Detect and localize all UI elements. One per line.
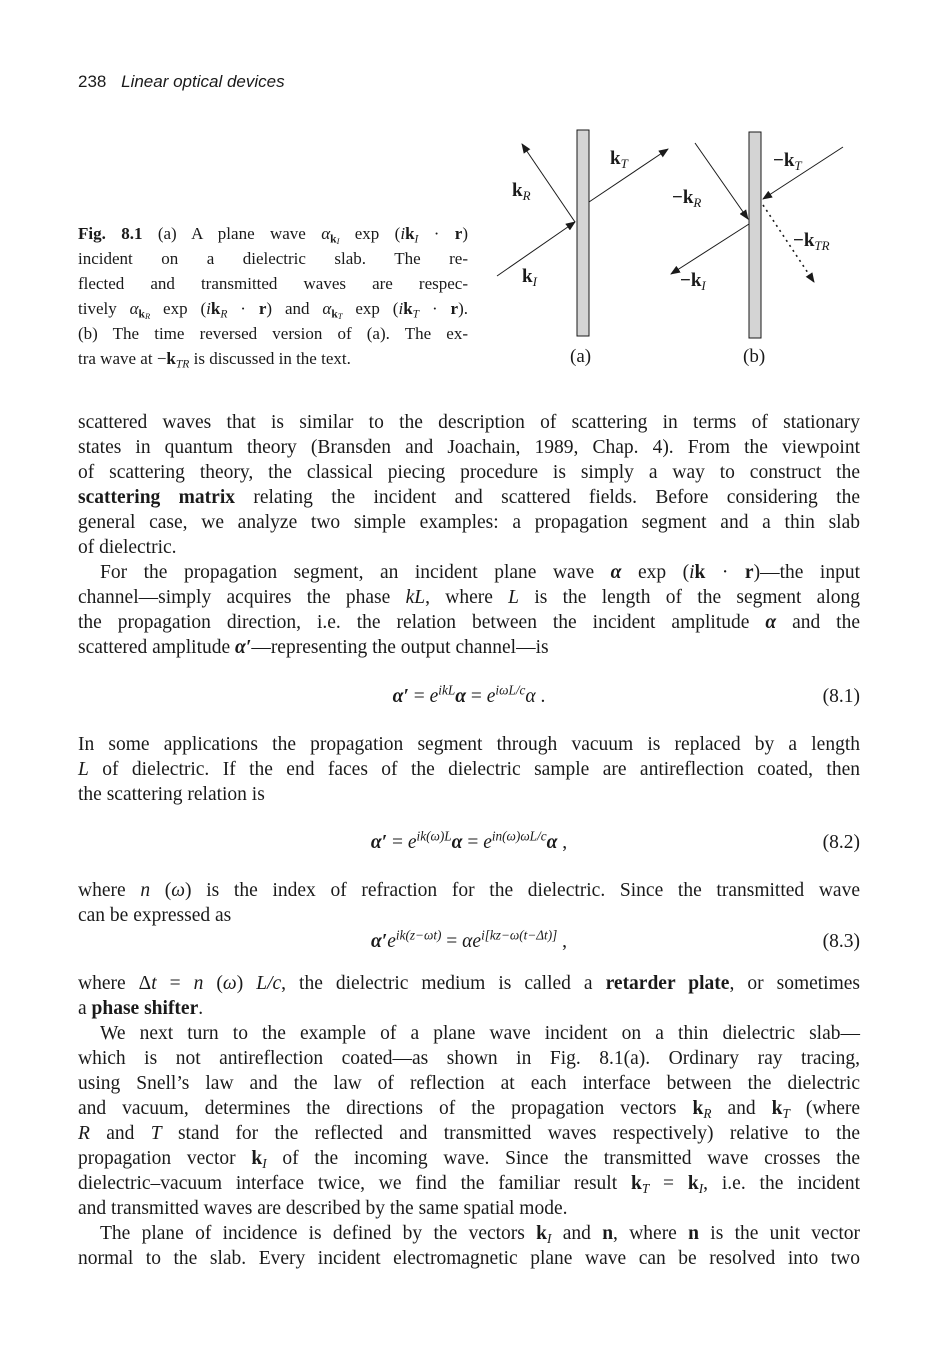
text-run: where bbox=[78, 880, 141, 901]
text-run: R bbox=[703, 1105, 712, 1121]
text-run: · bbox=[418, 224, 455, 243]
label-minus-kR: $-k_R$ bbox=[672, 187, 702, 210]
text-run: iωL/c bbox=[495, 682, 526, 698]
text-line bbox=[78, 757, 860, 782]
text-run: which is not antireflection coated—as shown in Fig. 8.1(a). Ordinary ray tracing, bbox=[78, 1048, 860, 1069]
text-run: L bbox=[508, 587, 520, 608]
text-run: . bbox=[535, 686, 546, 707]
text-run: in(ω)ωL/c bbox=[491, 828, 547, 844]
text-run: k bbox=[166, 349, 176, 368]
text-run: and vacuum, determines the directions of the propagation vectors bbox=[78, 1098, 693, 1119]
text-run: dielectric–vacuum interface twice, we find the familiar result bbox=[78, 1173, 631, 1194]
text-run: α′ bbox=[370, 832, 388, 853]
text-line bbox=[78, 535, 860, 560]
text-run: , or sometimes bbox=[729, 973, 861, 994]
text-run: where Δ bbox=[78, 973, 152, 994]
label-minus-kI: $-k_I$ bbox=[680, 270, 706, 293]
equation-body bbox=[370, 828, 568, 853]
text-run: t bbox=[151, 973, 157, 994]
text-run: α bbox=[451, 832, 463, 853]
text-run: The plane of incidence is defined by the vectors bbox=[100, 1223, 537, 1244]
text-run: In some applications the propagation segment through vacuum is replaced by a length bbox=[78, 734, 860, 755]
text-run: ( bbox=[150, 880, 172, 901]
label-kR: $k_R$ bbox=[512, 180, 531, 203]
text-run: · bbox=[705, 562, 745, 583]
text-run: T bbox=[782, 1105, 790, 1121]
text-run: is the length of the segment along bbox=[519, 587, 860, 608]
text-run: a bbox=[78, 998, 92, 1019]
text-run: · bbox=[419, 299, 451, 318]
text-run: and bbox=[711, 1098, 772, 1119]
arrow-kR bbox=[522, 144, 575, 222]
figure-8-1-diagram bbox=[0, 0, 939, 400]
text-run: n bbox=[602, 1223, 614, 1244]
text-run: r bbox=[454, 224, 463, 243]
text-run: , bbox=[557, 931, 568, 952]
text-line bbox=[78, 510, 860, 535]
text-line bbox=[78, 1146, 860, 1171]
text-run: ) is the index of refraction for the dielectric. Since the transmitted wave bbox=[185, 880, 860, 901]
text-line bbox=[78, 635, 860, 660]
text-line bbox=[78, 1021, 860, 1046]
text-run: k bbox=[771, 1098, 783, 1119]
text-run: the scattering relation is bbox=[78, 784, 265, 805]
text-run: = bbox=[462, 832, 484, 853]
text-run: i bbox=[398, 299, 404, 318]
text-run: i[kz−ω(t−Δt)] bbox=[481, 927, 558, 943]
text-line bbox=[78, 1071, 860, 1096]
body-text-4 bbox=[78, 971, 860, 1271]
text-run: ω bbox=[171, 880, 186, 901]
text-run: exp ( bbox=[621, 562, 690, 583]
equation-8-1 bbox=[78, 684, 860, 709]
text-run: scattered amplitude bbox=[78, 637, 236, 658]
text-run: ω bbox=[222, 973, 237, 994]
panel-b-label: (b) bbox=[743, 346, 766, 367]
text-line bbox=[78, 1171, 860, 1196]
text-run: r bbox=[258, 299, 267, 318]
text-run: kL bbox=[405, 587, 426, 608]
text-run: of the incoming wave. Since the transmitted wave crosses the bbox=[266, 1148, 860, 1169]
text-run: and bbox=[551, 1223, 603, 1244]
text-run: (a) A plane wave bbox=[142, 224, 322, 243]
body-text-2 bbox=[78, 732, 860, 807]
text-run: exp ( bbox=[339, 224, 401, 243]
text-run: α bbox=[129, 299, 139, 318]
arrow-kT bbox=[589, 149, 668, 202]
text-run: k bbox=[138, 307, 145, 321]
text-run: I bbox=[336, 236, 340, 247]
page-number: 238 bbox=[78, 72, 107, 91]
text-run: e bbox=[387, 931, 396, 952]
text-run: T bbox=[150, 1123, 162, 1144]
text-run: tively bbox=[78, 299, 130, 318]
text-run: of dielectric. If the end faces of the dielectric sample are antireflection coated, then bbox=[88, 759, 860, 780]
text-run: T bbox=[641, 1180, 650, 1196]
text-run: α′ bbox=[392, 686, 409, 707]
text-run: ). bbox=[458, 299, 468, 318]
text-run: L/c bbox=[256, 973, 282, 994]
text-line bbox=[78, 585, 860, 610]
text-run: flected and transmitted waves are respec- bbox=[78, 274, 468, 293]
text-run: retarder plate bbox=[605, 973, 730, 994]
arrow-kI bbox=[497, 222, 575, 276]
text-run: ) and bbox=[266, 299, 323, 318]
text-run: exp ( bbox=[342, 299, 399, 318]
text-run: k bbox=[692, 1098, 704, 1119]
text-line bbox=[78, 1196, 860, 1221]
text-run: α bbox=[765, 612, 777, 633]
text-run: = bbox=[649, 1173, 688, 1194]
text-run: e bbox=[429, 686, 439, 707]
label-minus-kTR: $-k_{TR}$ bbox=[793, 230, 830, 253]
text-run: α bbox=[546, 832, 558, 853]
text-run: = bbox=[466, 686, 487, 707]
text-run: (where bbox=[789, 1098, 861, 1119]
text-run: T bbox=[337, 311, 343, 322]
text-run: k bbox=[210, 299, 221, 318]
text-run: r bbox=[450, 299, 459, 318]
label-kI: $k_I$ bbox=[522, 266, 537, 289]
equation-body bbox=[392, 682, 546, 707]
text-run: i bbox=[689, 562, 695, 583]
text-run: I bbox=[414, 232, 419, 246]
text-run: R bbox=[78, 1123, 90, 1144]
text-run: stand for the reflected and transmitted waves respectively) relative to the bbox=[161, 1123, 860, 1144]
text-run: = bbox=[156, 973, 194, 994]
text-line bbox=[78, 878, 860, 903]
text-line bbox=[78, 1221, 860, 1246]
text-run: scattered waves that is similar to the description of scattering in terms of stationary bbox=[78, 412, 860, 433]
text-run: α bbox=[321, 224, 331, 243]
text-run: i bbox=[206, 299, 211, 318]
text-run: r bbox=[744, 562, 754, 583]
text-run: k bbox=[330, 232, 337, 246]
text-run: n bbox=[193, 973, 204, 994]
text-run: )—the input bbox=[753, 562, 860, 583]
text-line bbox=[78, 1121, 860, 1146]
text-run: general case, we analyze two simple examples: a propagation segment and a thin slab bbox=[78, 512, 860, 533]
body-text-3 bbox=[78, 878, 860, 928]
text-run: α bbox=[610, 562, 622, 583]
text-line bbox=[78, 610, 860, 635]
text-run: For the propagation segment, an incident plane wave bbox=[100, 562, 611, 583]
text-run: the propagation direction, i.e. the relation between the incident amplitude bbox=[78, 612, 766, 633]
equation-body bbox=[370, 927, 568, 952]
panel-b bbox=[671, 132, 843, 367]
text-run: n bbox=[140, 880, 151, 901]
text-run: ik(z−ωt) bbox=[395, 927, 442, 943]
text-run: L bbox=[78, 759, 89, 780]
text-run: α′ bbox=[370, 931, 388, 952]
text-run: ) bbox=[236, 973, 257, 994]
text-line bbox=[78, 485, 860, 510]
equation-number: (8.1) bbox=[822, 686, 860, 707]
text-run: , bbox=[557, 832, 568, 853]
chapter-title: Linear optical devices bbox=[121, 72, 285, 91]
text-run: of dielectric. bbox=[78, 537, 177, 558]
text-run: e bbox=[483, 832, 492, 853]
dielectric-slab-a bbox=[577, 130, 589, 336]
text-run: incident on a dielectric slab. The re- bbox=[78, 249, 468, 268]
text-run: I bbox=[547, 1230, 552, 1246]
text-run: tra wave at − bbox=[78, 349, 167, 368]
body-text-1 bbox=[78, 410, 860, 660]
text-run: = bbox=[441, 931, 463, 952]
text-run: . bbox=[198, 998, 204, 1019]
text-run: states in quantum theory (Bransden and Joachain, 1989, Chap. 4). From the viewpoint bbox=[78, 437, 860, 458]
text-run: , the dielectric medium is called a bbox=[281, 973, 606, 994]
text-run: αe bbox=[462, 931, 482, 952]
text-run: Fig. 8.1 bbox=[78, 224, 143, 243]
label-kT: $k_T$ bbox=[610, 148, 628, 171]
arrow-minus-kI bbox=[671, 224, 749, 274]
text-run: e bbox=[407, 832, 417, 853]
dielectric-slab-b bbox=[749, 132, 761, 338]
text-run: k bbox=[405, 224, 415, 243]
text-line bbox=[78, 410, 860, 435]
text-run: n bbox=[688, 1223, 699, 1244]
text-run: k bbox=[403, 299, 413, 318]
text-run: · bbox=[227, 299, 259, 318]
arrow-minus-kR bbox=[695, 143, 748, 219]
text-run: and the bbox=[776, 612, 860, 633]
text-run: ( bbox=[203, 973, 223, 994]
panel-a-label: (a) bbox=[570, 346, 592, 367]
text-run: i bbox=[400, 224, 406, 243]
text-run: can be expressed as bbox=[78, 905, 232, 926]
text-run: I bbox=[262, 1155, 267, 1171]
text-line bbox=[78, 971, 860, 996]
text-run: α bbox=[322, 299, 332, 318]
text-run: T bbox=[412, 307, 420, 321]
text-run: α bbox=[525, 686, 536, 707]
text-run: = bbox=[387, 832, 408, 853]
text-run: ik(ω)L bbox=[416, 828, 452, 844]
text-run: phase shifter bbox=[91, 998, 199, 1019]
text-line bbox=[78, 903, 860, 928]
text-run: TR bbox=[175, 357, 190, 371]
text-run: propagation vector bbox=[78, 1148, 252, 1169]
equation-number: (8.2) bbox=[822, 832, 860, 853]
text-run: k bbox=[251, 1148, 263, 1169]
text-run: α′ bbox=[235, 637, 252, 658]
text-run: I bbox=[698, 1180, 704, 1196]
text-run: , where bbox=[425, 587, 509, 608]
text-run: using Snell’s law and the law of reflection at each interface between the dielectric bbox=[78, 1073, 860, 1094]
text-line bbox=[78, 435, 860, 460]
text-line bbox=[78, 1046, 860, 1071]
text-run: = bbox=[408, 686, 430, 707]
text-run: —representing the output channel—is bbox=[251, 637, 549, 658]
text-run: , i.e. the incident bbox=[703, 1173, 861, 1194]
text-run: ikL bbox=[438, 682, 456, 698]
text-run: R bbox=[144, 311, 151, 322]
text-run: k bbox=[694, 562, 706, 583]
text-run: of scattering theory, the classical piecing procedure is simply a way to construct the bbox=[78, 462, 860, 483]
text-run: normal to the slab. Every incident electromagnetic plane wave can be resolved into two bbox=[78, 1248, 860, 1269]
text-run: relating the incident and scattered fields. Before considering the bbox=[234, 487, 860, 508]
text-run: , where bbox=[613, 1223, 689, 1244]
text-line bbox=[78, 1096, 860, 1121]
panel-a bbox=[497, 130, 668, 367]
text-line bbox=[78, 560, 860, 585]
text-run: is discussed in the text. bbox=[189, 349, 351, 368]
equation-8-2 bbox=[78, 830, 860, 855]
text-run: ) bbox=[462, 224, 468, 243]
text-line bbox=[78, 996, 860, 1021]
text-run: and transmitted waves are described by the same spatial mode. bbox=[78, 1198, 568, 1219]
text-run: is the unit vector bbox=[699, 1223, 861, 1244]
equation-number: (8.3) bbox=[822, 931, 860, 952]
text-run: k bbox=[630, 1173, 642, 1194]
text-run: α bbox=[455, 686, 467, 707]
text-run: We next turn to the example of a plane wave incident on a thin dielectric slab— bbox=[100, 1023, 860, 1044]
text-run: scattering matrix bbox=[78, 487, 235, 508]
text-run: exp ( bbox=[150, 299, 207, 318]
text-run: k bbox=[687, 1173, 699, 1194]
text-run: k bbox=[536, 1223, 548, 1244]
equation-8-3 bbox=[78, 929, 860, 954]
text-line bbox=[78, 460, 860, 485]
text-run: channel—simply acquires the phase bbox=[78, 587, 406, 608]
text-line bbox=[78, 782, 860, 807]
text-line bbox=[78, 1246, 860, 1271]
text-run: (b) The time reversed version of (a). The ex- bbox=[78, 324, 468, 343]
text-run: e bbox=[486, 686, 496, 707]
text-run: and bbox=[89, 1123, 151, 1144]
text-run: R bbox=[220, 307, 228, 321]
text-run: k bbox=[331, 307, 338, 321]
text-line bbox=[78, 732, 860, 757]
label-minus-kT: $-k_T$ bbox=[773, 150, 802, 173]
